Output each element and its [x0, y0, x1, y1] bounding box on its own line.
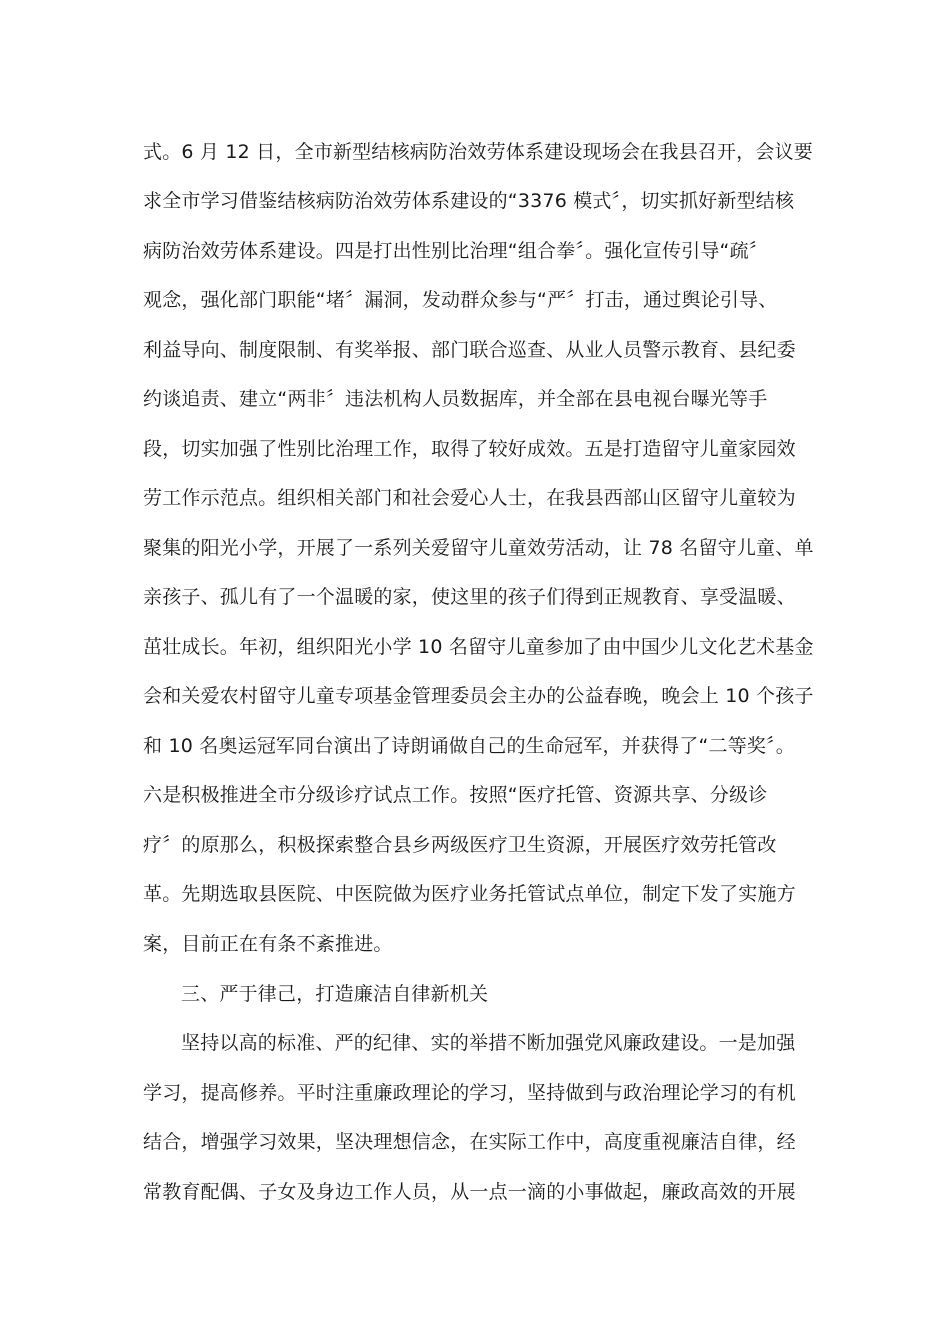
text-line: 约谈追责、建立“两非〞违法机构人员数据库，并全部在县电视台曝光等手	[143, 388, 768, 410]
text-line: 革。先期选取县医院、中医院做为医疗业务托管试点单位，制定下发了实施方	[143, 883, 796, 905]
section-heading: 三、严于律己，打造廉洁自律新机关	[181, 983, 489, 1005]
text-line: 会和关爱农村留守儿童专项基金管理委员会主办的公益春晚，晚会上 10 个孩子	[143, 685, 814, 707]
text-line: 坚持以高的标准、严的纪律、实的举措不断加强党风廉政建设。一是加强	[181, 1032, 796, 1054]
text-line: 求全市学习借鉴结核病防治效劳体系建设的“3376 模式〞，切实抓好新型结核	[143, 190, 795, 212]
text-line: 观念，强化部门职能“堵〞漏洞，发动群众参与“严〞打击，通过舆论引导、	[143, 289, 778, 311]
text-line: 结合，增强学习效果，坚决理想信念，在实际工作中，高度重视廉洁自律，经	[143, 1131, 796, 1153]
text-line: 疗〞的原那么，积极探索整合县乡两级医疗卫生资源，开展医疗效劳托管改	[143, 834, 777, 856]
text-line: 六是积极推进全市分级诊疗试点工作。按照“医疗托管、资源共享、分级诊	[143, 784, 768, 806]
text-line: 学习，提高修养。平时注重廉政理论的学习，坚持做到与政治理论学习的有机	[143, 1082, 796, 1104]
text-line: 案，目前正在有条不紊推进。	[143, 933, 393, 955]
text-line: 式。6 月 12 日，全市新型结核病防治效劳体系建设现场会在我县召开，会议要	[143, 141, 813, 163]
text-line: 利益导向、制度限制、有奖举报、部门联合巡查、从业人员警示教育、县纪委	[143, 339, 796, 361]
text-line: 段，切实加强了性别比治理工作，取得了较好成效。五是打造留守儿童家园效	[143, 438, 796, 460]
text-line: 聚集的阳光小学，开展了一系列关爱留守儿童效劳活动，让 78 名留守儿童、单	[143, 537, 814, 559]
text-line: 亲孩子、孤儿有了一个温暖的家，使这里的孩子们得到正规教育、享受温暖、	[143, 586, 796, 608]
text-line: 劳工作示范点。组织相关部门和社会爱心人士，在我县西部山区留守儿童较为	[143, 487, 796, 509]
text-line: 茁壮成长。年初，组织阳光小学 10 名留守儿童参加了由中国少儿文化艺术基金	[143, 636, 814, 658]
text-line: 病防治效劳体系建设。四是打出性别比治理“组合拳〞。强化宣传引导“疏〞	[143, 240, 768, 262]
text-line: 常教育配偶、子女及身边工作人员，从一点一滴的小事做起，廉政高效的开展	[143, 1181, 796, 1203]
text-line: 和 10 名奥运冠军同台演出了诗朗诵做自己的生命冠军，并获得了“二等奖〞。	[143, 735, 796, 757]
